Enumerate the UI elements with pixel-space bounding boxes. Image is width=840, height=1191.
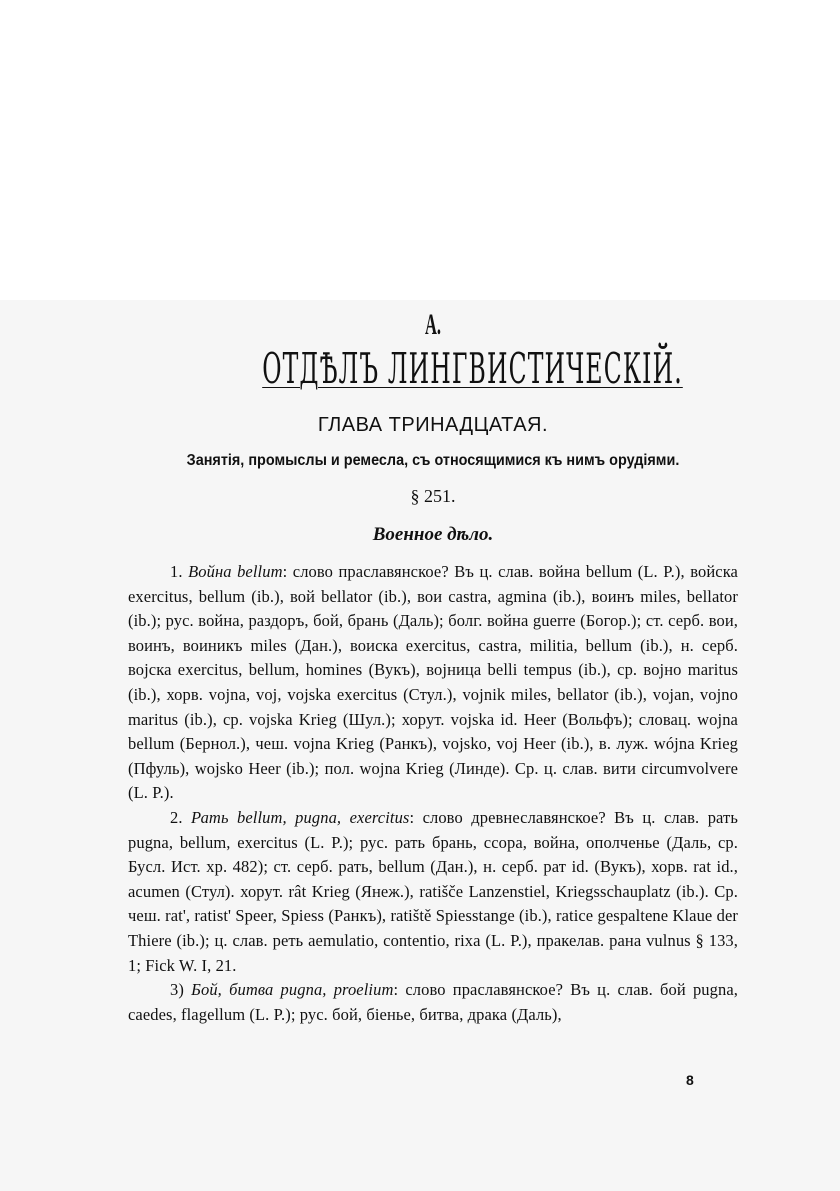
entry-boi: [128, 978, 738, 1027]
topic-title: Военное дѣло.: [372, 524, 494, 545]
entry-text: : слово праславянское? Въ ц. слав. бой pugna, caedes, flagellum (L. P.); рус. бой, біенье, битва, драка (Даль),: [128, 980, 738, 1024]
paragraph-number: § 251.: [410, 486, 456, 506]
entry-number: 3): [170, 980, 192, 1000]
entry-number: 1.: [170, 562, 189, 581]
entry-rat: [128, 806, 738, 978]
section-title: ОТДѢЛЪ ЛИНГВИСТИЧЕСКІЙ.: [262, 344, 683, 393]
entry-text: : слово праславянское? Въ ц. слав. война bellum (L. P.), войска exercitus, bellum (ib.), вой bellator (ib.), вои castra, agmina (ib.), воинъ miles, bellator (ib.); рус. война, раздоръ, бой, брань (Даль); болг. война guerre (Богор.); ст. серб. вои, воинъ, воиникъ miles (Дан.), воиска exercitus, castra, militia, bellum (ib.), н. серб. војска exercitus, bellum, homines (Вукъ), војница belli tempus (ib.), ср. војно maritus (ib.), хорв. vojna, voj, vojska exercitus (Стул.), vojnik miles, bellator (ib.), vojan, vojno maritus (ib.), ср. vojska Krieg (Шул.); хорут. vojska id. Heer (Вольфъ); словац. wojna bellum (Бернол.), чеш. vojna Krieg (Ранкъ), vojsko, voj Heer (ib.), в. луж. wójna Krieg (Пфуль), wojsko Heer (ib.); пол. wojna Krieg (Линде). Ср. ц. слав. вити circumvolvere (L. P.).: [128, 562, 738, 803]
entry-headword: Война bellum: [188, 562, 283, 581]
entry-list: [128, 560, 738, 1027]
entry-text: : слово древнеславянское? Въ ц. слав. рать pugna, bellum, exercitus (L. P.); рус. рать брань, ссора, война, ополченье (Даль, ср. Бусл. Ист. хр. 482); ст. серб. рать, bellum (Дан.), н. серб. рат id. (Вукъ), хорв. rat id., acumen (Стул). хорут. rât Krieg (Янеж.), ratišče Lanzenstiel, Kriegsschauplatz (ib.). Ср. чеш. rat', ratist' Speer, Spiess (Ранкъ), ratiště Spiesstange (ib.), ratice gespaltene Klaue der Thiere (ib.); ц. слав. реть aemulatio, contentio, rixa (L. P.), пракелав. рана vulnus § 133, 1; Fick W. I, 21.: [128, 807, 738, 975]
chapter-title: ГЛАВА ТРИНАДЦАТАЯ.: [317, 414, 549, 436]
page-number: 8: [686, 1072, 694, 1088]
entry-headword: Бой, битва pugna, proelium: [191, 980, 394, 1000]
entry-number: 2.: [170, 807, 192, 827]
page-content: [128, 308, 738, 1027]
chapter-subtitle: Занятія, промыслы и ремесла, съ относящимися къ нимъ орудіями.: [186, 452, 680, 469]
section-letter: А.: [424, 308, 442, 341]
entry-voina: [128, 560, 738, 806]
entry-headword: Рать bellum, pugna, exercitus: [191, 807, 410, 827]
